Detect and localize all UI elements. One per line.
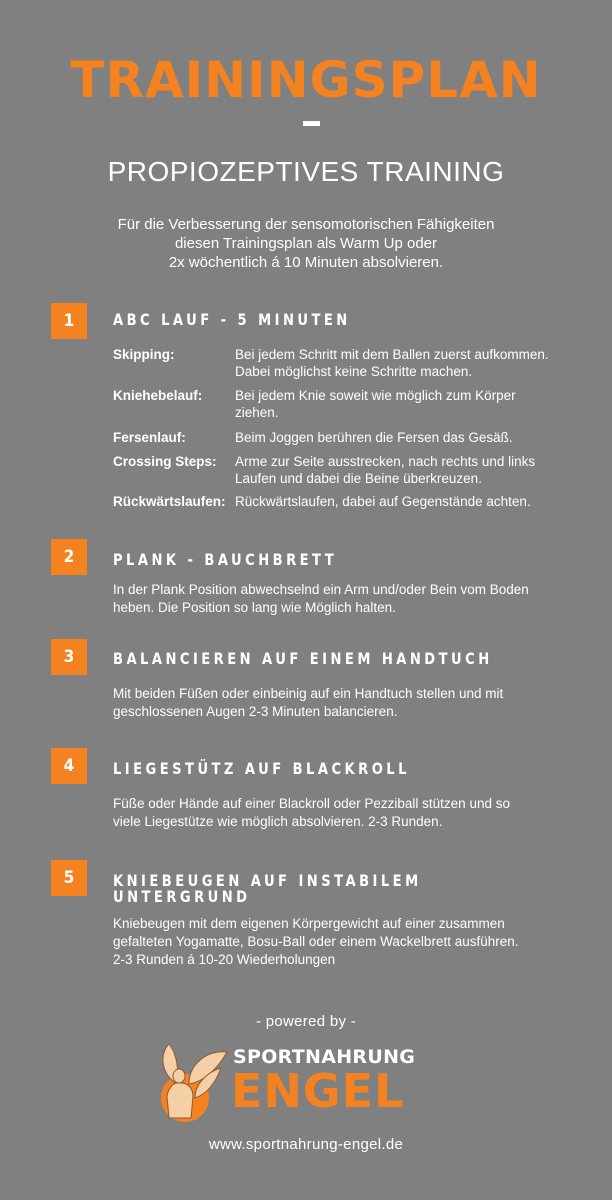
section-number-badge: 4: [51, 748, 87, 784]
drill-label: Rückwärtslaufen:: [113, 494, 226, 509]
section-heading: LIEGESTÜTZ AUF BLACKROLL: [113, 759, 410, 778]
drill-label: Fersenlauf:: [113, 430, 186, 445]
description-line: viele Liegestütze wie möglich absolvieren. 2-3 Runden.: [113, 814, 443, 829]
website-link[interactable]: www.sportnahrung-engel.de: [208, 1136, 404, 1153]
description-line: gefalteten Yogamatte, Bosu-Ball oder einem Wackelbrett ausführen.: [113, 934, 519, 949]
drill-desc: [235, 346, 549, 380]
section-heading: KNIEBEUGEN AUF INSTABILEM: [113, 871, 422, 890]
drill-desc-line: ziehen.: [235, 405, 279, 420]
drill-desc-line: Bei jedem Schritt mit dem Ballen zuerst aufkommen.: [235, 347, 549, 362]
drill-desc: [235, 493, 531, 510]
intro-text: [0, 215, 612, 272]
section-description: [113, 795, 593, 831]
drill-desc-line: Laufen und dabei die Beine überkreuzen.: [235, 471, 482, 486]
logo-wordmark-top: SPORTNAHRUNG: [233, 1046, 416, 1068]
drill-desc-line: Dabei möglichst keine Schritte machen.: [235, 364, 473, 379]
page-subtitle: PROPIOZEPTIVES TRAINING: [107, 156, 505, 187]
logo-wordmark-bottom: ENGEL: [231, 1064, 405, 1118]
section-number-badge: 3: [51, 639, 87, 675]
drill-desc-line: Rückwärtslaufen, dabei auf Gegenstände achten.: [235, 494, 531, 509]
drill-label: Skipping:: [113, 347, 175, 362]
intro-line: 2x wöchentlich á 10 Minuten absolvieren.: [168, 254, 444, 271]
intro-line: Für die Verbesserung der sensomotorischen Fähigkeiten: [117, 216, 495, 233]
intro-line: diesen Trainingsplan als Warm Up oder: [174, 235, 438, 252]
section-description: [113, 581, 593, 617]
powered-by-label: - powered by -: [255, 1013, 357, 1030]
title-divider: [303, 121, 320, 126]
drill-desc: [235, 453, 535, 487]
description-line: Kniebeugen mit dem eigenen Körpergewicht auf einer zusammen: [113, 916, 505, 931]
section-heading: PLANK - BAUCHBRETT: [113, 550, 338, 569]
brand-logo: [155, 1040, 455, 1125]
drill-desc-line: Beim Joggen berühren die Fersen das Gesäß.: [235, 430, 513, 445]
section-number-badge: 5: [51, 860, 87, 896]
description-line: 2-3 Runden á 10-20 Wiederholungen: [113, 952, 336, 967]
description-line: geschlossenen Augen 2-3 Minuten balancieren.: [113, 704, 398, 719]
page-title: TRAININGSPLAN: [70, 51, 542, 109]
section-heading: BALANCIEREN AUF EINEM HANDTUCH: [113, 649, 493, 668]
angel-icon: [155, 1040, 233, 1125]
description-line: heben. Die Position so lang wie Möglich halten.: [113, 600, 396, 615]
drill-desc: [235, 429, 513, 446]
drill-label: Crossing Steps:: [113, 454, 217, 469]
section-description: [113, 685, 593, 721]
drill-desc-line: Bei jedem Knie soweit wie möglich zum Körper: [235, 388, 516, 403]
drill-desc: [235, 387, 516, 421]
section-heading: ABC LAUF - 5 MINUTEN: [113, 310, 351, 329]
section-number-badge: 1: [51, 303, 87, 339]
description-line: In der Plank Position abwechselnd ein Arm und/oder Bein vom Boden: [113, 582, 529, 597]
section-number-badge: 2: [51, 539, 87, 575]
drill-label: Kniehebelauf:: [113, 388, 203, 403]
description-line: Mit beiden Füßen oder einbeinig auf ein Handtuch stellen und mit: [113, 686, 504, 701]
drill-desc-line: Arme zur Seite ausstrecken, nach rechts und links: [235, 454, 536, 469]
section-heading: UNTERGRUND: [113, 887, 251, 906]
description-line: Füße oder Hände auf einer Blackroll oder Pezziball stützen und so: [113, 796, 510, 811]
section-description: [113, 915, 593, 969]
